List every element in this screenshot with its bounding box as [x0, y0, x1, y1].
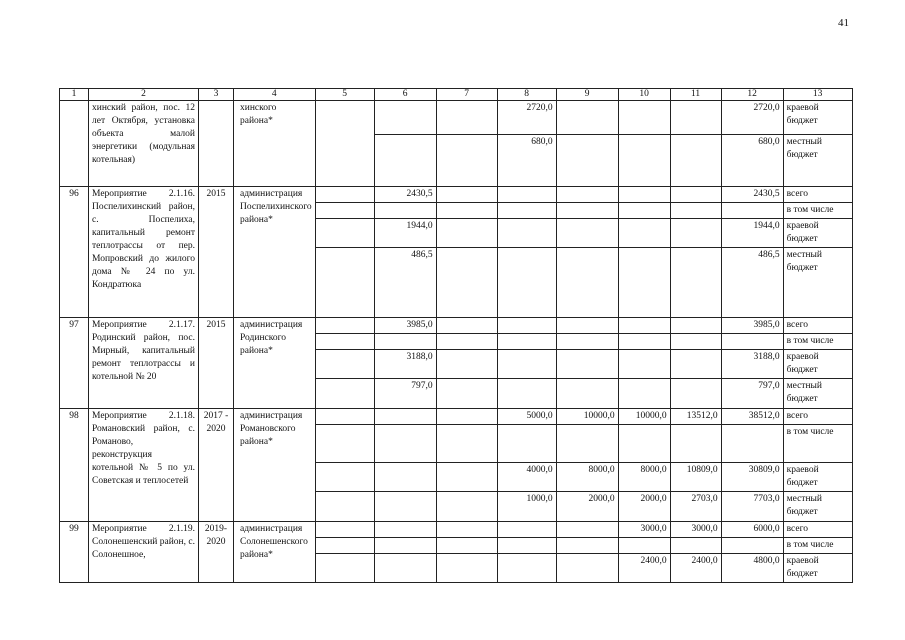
col10-cell: [618, 187, 670, 203]
table-row: [60, 409, 853, 425]
col10-cell: [618, 203, 670, 219]
col6-cell: [374, 101, 436, 135]
col11-cell: [670, 203, 721, 219]
col7-cell: [436, 187, 497, 203]
col5-cell: [315, 463, 374, 492]
col8-cell: 5000,0: [497, 409, 556, 425]
col7-cell: [436, 135, 497, 187]
col7-cell: [436, 203, 497, 219]
col11-cell: [670, 101, 721, 135]
col5-cell: [315, 318, 374, 334]
year-cell: [199, 101, 234, 187]
col5-cell: [315, 334, 374, 350]
col8-cell: 4000,0: [497, 463, 556, 492]
col5-cell: [315, 101, 374, 187]
col-header-11: 11: [670, 89, 721, 101]
col9-cell: [556, 350, 618, 379]
col5-cell: [315, 203, 374, 219]
col12-cell: 680,0: [721, 135, 783, 187]
col10-cell: [618, 379, 670, 409]
col-header-5: 5: [315, 89, 374, 101]
col5-cell: [315, 409, 374, 425]
col6-cell: 3985,0: [374, 318, 436, 334]
col12-cell: 3188,0: [721, 350, 783, 379]
col11-cell: [670, 350, 721, 379]
measure-description: хинский район, пос. 12 лет Октября, установка объекта малой энергетики (модульная котельная): [89, 101, 199, 187]
col11-cell: [670, 187, 721, 203]
col11-cell: 2703,0: [670, 492, 721, 522]
col8-cell: [497, 318, 556, 334]
funding-source: в том числе: [783, 334, 852, 350]
funding-source: всего: [783, 187, 852, 203]
col6-cell: [374, 135, 436, 187]
executor-cell: администрация Поспелихинского района*: [234, 187, 316, 318]
col9-cell: [556, 554, 618, 583]
col9-cell: [556, 379, 618, 409]
col12-cell: 797,0: [721, 379, 783, 409]
col6-cell: [374, 538, 436, 554]
executor-cell: администрация Солонешенского района*: [234, 522, 316, 583]
col7-cell: [436, 538, 497, 554]
funding-source: местный бюджет: [783, 379, 852, 409]
col10-cell: 3000,0: [618, 522, 670, 538]
col5-cell: [315, 187, 374, 203]
col6-cell: 3188,0: [374, 350, 436, 379]
col8-cell: [497, 334, 556, 350]
year-cell: 2015: [199, 187, 234, 318]
col11-cell: [670, 318, 721, 334]
funding-source: краевой бюджет: [783, 101, 852, 135]
col5-cell: [315, 350, 374, 379]
col6-cell: 1944,0: [374, 219, 436, 248]
col-header-12: 12: [721, 89, 783, 101]
row-number: 98: [60, 409, 89, 522]
col10-cell: 10000,0: [618, 409, 670, 425]
col12-cell: [721, 203, 783, 219]
funding-source: краевой бюджет: [783, 219, 852, 248]
col6-cell: [374, 425, 436, 463]
col10-cell: [618, 538, 670, 554]
col7-cell: [436, 554, 497, 583]
col11-cell: [670, 334, 721, 350]
col12-cell: [721, 425, 783, 463]
col10-cell: [618, 248, 670, 318]
col11-cell: [670, 538, 721, 554]
col10-cell: [618, 350, 670, 379]
table-row: [60, 318, 853, 334]
funding-source: краевой бюджет: [783, 554, 852, 583]
col6-cell: [374, 492, 436, 522]
funding-source: местный бюджет: [783, 492, 852, 522]
col10-cell: [618, 334, 670, 350]
col8-cell: [497, 538, 556, 554]
col8-cell: [497, 350, 556, 379]
funding-source: в том числе: [783, 538, 852, 554]
col5-cell: [315, 492, 374, 522]
col-header-7: 7: [436, 89, 497, 101]
col7-cell: [436, 425, 497, 463]
row-number: 97: [60, 318, 89, 409]
col12-cell: 7703,0: [721, 492, 783, 522]
col6-cell: [374, 463, 436, 492]
col9-cell: [556, 318, 618, 334]
col10-cell: [618, 219, 670, 248]
col11-cell: 3000,0: [670, 522, 721, 538]
col7-cell: [436, 522, 497, 538]
col6-cell: [374, 334, 436, 350]
col5-cell: [315, 248, 374, 318]
col12-cell: 1944,0: [721, 219, 783, 248]
measure-description: Мероприятие 2.1.18. Романовский район, с. Романово, реконструкция котельной № 5 по ул. Советская и теплосетей: [89, 409, 199, 522]
col-header-8: 8: [497, 89, 556, 101]
col9-cell: [556, 101, 618, 135]
col-header-10: 10: [618, 89, 670, 101]
col10-cell: 2000,0: [618, 492, 670, 522]
col11-cell: 13512,0: [670, 409, 721, 425]
year-cell: 2015: [199, 318, 234, 409]
col10-cell: [618, 425, 670, 463]
col7-cell: [436, 318, 497, 334]
col7-cell: [436, 219, 497, 248]
col9-cell: [556, 334, 618, 350]
col5-cell: [315, 538, 374, 554]
col7-cell: [436, 409, 497, 425]
col9-cell: [556, 187, 618, 203]
row-number: 96: [60, 187, 89, 318]
funding-source: всего: [783, 409, 852, 425]
col9-cell: [556, 135, 618, 187]
col5-cell: [315, 219, 374, 248]
col6-cell: [374, 203, 436, 219]
col10-cell: [618, 101, 670, 135]
col11-cell: [670, 379, 721, 409]
funding-source: краевой бюджет: [783, 350, 852, 379]
col6-cell: [374, 554, 436, 583]
col12-cell: 4800,0: [721, 554, 783, 583]
col-header-4: 4: [234, 89, 316, 101]
col8-cell: [497, 219, 556, 248]
funding-source: всего: [783, 318, 852, 334]
col7-cell: [436, 463, 497, 492]
col11-cell: [670, 248, 721, 318]
measure-description: Мероприятие 2.1.19. Солонешенский район, с. Солонешное,: [89, 522, 199, 583]
col7-cell: [436, 379, 497, 409]
funding-source: местный бюджет: [783, 248, 852, 318]
col12-cell: 2720,0: [721, 101, 783, 135]
header-row: [60, 89, 853, 101]
col7-cell: [436, 101, 497, 135]
year-cell: 2019-2020: [199, 522, 234, 583]
budget-table: [59, 88, 853, 583]
col-header-13: 13: [783, 89, 852, 101]
executor-cell: администрация Родинского района*: [234, 318, 316, 409]
col12-cell: 486,5: [721, 248, 783, 318]
executor-cell: администрация Романовского района*: [234, 409, 316, 522]
col10-cell: 2400,0: [618, 554, 670, 583]
col12-cell: [721, 334, 783, 350]
col5-cell: [315, 379, 374, 409]
measure-description: Мероприятие 2.1.17. Родинский район, пос. Мирный, капитальный ремонт теплотрассы и котельной № 20: [89, 318, 199, 409]
col11-cell: [670, 135, 721, 187]
col8-cell: [497, 379, 556, 409]
col5-cell: [315, 425, 374, 463]
col5-cell: [315, 522, 374, 538]
col11-cell: 10809,0: [670, 463, 721, 492]
col8-cell: [497, 522, 556, 538]
col9-cell: [556, 538, 618, 554]
col-header-3: 3: [199, 89, 234, 101]
col8-cell: [497, 203, 556, 219]
col6-cell: 797,0: [374, 379, 436, 409]
table-row: [60, 522, 853, 538]
col9-cell: 10000,0: [556, 409, 618, 425]
col12-cell: [721, 538, 783, 554]
col8-cell: [497, 248, 556, 318]
col9-cell: [556, 248, 618, 318]
col9-cell: [556, 522, 618, 538]
col6-cell: 486,5: [374, 248, 436, 318]
col8-cell: 2720,0: [497, 101, 556, 135]
measure-description: Мероприятие 2.1.16. Поспелихинский район, с. Поспелиха, капитальный ремонт теплотрассы от пер. Мопровский до жилого дома № 24 по ул. Кондратюка: [89, 187, 199, 318]
col8-cell: [497, 425, 556, 463]
col6-cell: [374, 409, 436, 425]
col7-cell: [436, 350, 497, 379]
row-number: [60, 101, 89, 187]
table-row: [60, 187, 853, 203]
col10-cell: [618, 135, 670, 187]
col8-cell: 1000,0: [497, 492, 556, 522]
col7-cell: [436, 334, 497, 350]
col5-cell: [315, 554, 374, 583]
col6-cell: [374, 522, 436, 538]
col12-cell: 30809,0: [721, 463, 783, 492]
col7-cell: [436, 492, 497, 522]
col11-cell: [670, 219, 721, 248]
col8-cell: 680,0: [497, 135, 556, 187]
col12-cell: 38512,0: [721, 409, 783, 425]
col11-cell: 2400,0: [670, 554, 721, 583]
col10-cell: [618, 318, 670, 334]
funding-source: краевой бюджет: [783, 463, 852, 492]
col9-cell: 2000,0: [556, 492, 618, 522]
col-header-2: 2: [89, 89, 199, 101]
col6-cell: 2430,5: [374, 187, 436, 203]
table-row: [60, 101, 853, 135]
row-number: 99: [60, 522, 89, 583]
funding-source: в том числе: [783, 425, 852, 463]
col12-cell: 6000,0: [721, 522, 783, 538]
funding-source: всего: [783, 522, 852, 538]
page-number: 41: [838, 17, 849, 29]
executor-cell: хинского района*: [234, 101, 316, 187]
col-header-1: 1: [60, 89, 89, 101]
col8-cell: [497, 187, 556, 203]
col7-cell: [436, 248, 497, 318]
col12-cell: 3985,0: [721, 318, 783, 334]
col-header-6: 6: [374, 89, 436, 101]
funding-source: в том числе: [783, 203, 852, 219]
col8-cell: [497, 554, 556, 583]
col10-cell: 8000,0: [618, 463, 670, 492]
col9-cell: 8000,0: [556, 463, 618, 492]
col9-cell: [556, 219, 618, 248]
col-header-9: 9: [556, 89, 618, 101]
col9-cell: [556, 425, 618, 463]
funding-source: местный бюджет: [783, 135, 852, 187]
col12-cell: 2430,5: [721, 187, 783, 203]
year-cell: 2017 - 2020: [199, 409, 234, 522]
col9-cell: [556, 203, 618, 219]
col11-cell: [670, 425, 721, 463]
